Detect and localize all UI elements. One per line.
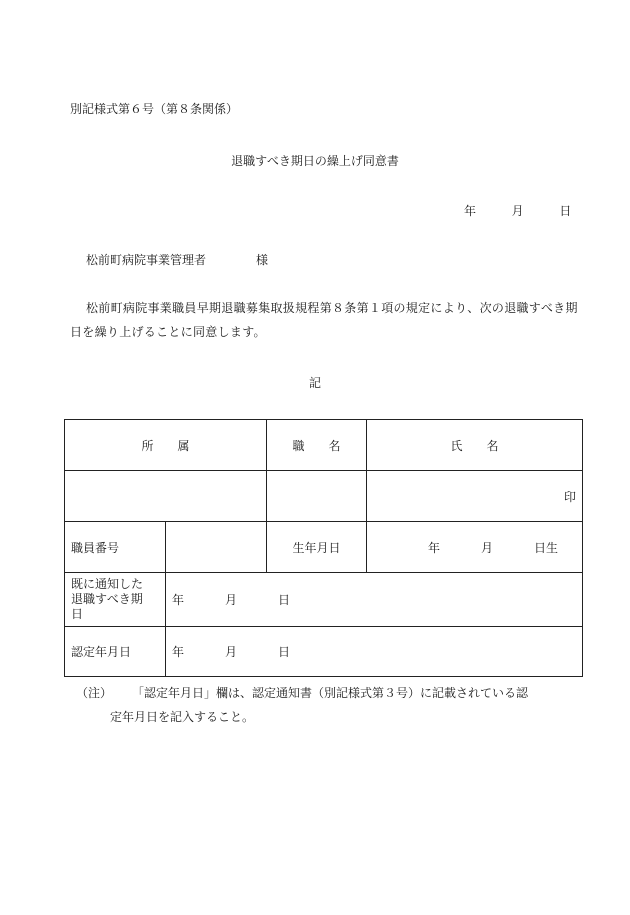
notified-year-label: 年 [172, 593, 185, 607]
name-header: 氏 名 [367, 420, 583, 471]
notified-month-label: 月 [225, 593, 238, 607]
table-entry-row [65, 471, 583, 522]
body-text: 松前町病院事業職員早期退職募集取扱規程第８条第１項の規定により、次の退職すべき期日を繰り上げることに同意します。 [70, 301, 578, 339]
note [76, 681, 581, 729]
notified-day-label: 日 [278, 593, 291, 607]
date-day-label: 日 [559, 204, 572, 218]
date-month-label: 月 [511, 204, 524, 218]
birth-date-label: 生年月日 [267, 522, 367, 573]
form-number: 別記様式第６号（第８条関係） [70, 102, 239, 116]
approval-date-label: 認定年月日 [65, 627, 166, 677]
notified-date-label-line3: 日 [71, 607, 84, 621]
position-header: 職 名 [267, 420, 367, 471]
approval-date-field[interactable] [166, 627, 583, 677]
birth-month-label: 月 [481, 540, 494, 555]
employee-number-field[interactable] [166, 522, 267, 573]
notified-date-field[interactable] [166, 573, 583, 627]
affiliation-field[interactable] [65, 471, 267, 522]
birth-day-label: 日生 [534, 540, 559, 555]
table-row-approval-date [65, 627, 583, 677]
date-year-label: 年 [464, 204, 477, 218]
addressee-honorific: 様 [256, 253, 269, 267]
seal-mark: 印 [564, 489, 577, 504]
affiliation-header: 所 属 [65, 420, 267, 471]
table-header-row [65, 420, 583, 471]
notified-date-label-line1: 既に通知した [71, 577, 144, 591]
ki-heading: 記 [308, 376, 321, 390]
position-field[interactable] [267, 471, 367, 522]
consent-form-table [64, 419, 583, 677]
note-marker: （注） [76, 686, 113, 700]
notified-date-label [65, 573, 166, 627]
approval-month-label: 月 [225, 645, 238, 659]
approval-year-label: 年 [172, 645, 185, 659]
approval-day-label: 日 [278, 645, 291, 659]
table-row-notified-date [65, 573, 583, 627]
employee-number-label: 職員番号 [65, 522, 166, 573]
notified-date-label-line2: 退職すべき期 [71, 592, 143, 606]
addressee [86, 251, 268, 268]
date-line [464, 202, 571, 219]
note-line2: 定年月日を記入すること。 [110, 710, 255, 724]
note-line1: 「認定年月日」欄は、認定通知書（別記様式第３号）に記載されている認 [132, 686, 529, 700]
document-title: 退職すべき期日の繰上げ同意書 [231, 154, 399, 168]
name-field[interactable] [367, 471, 583, 522]
birth-year-label: 年 [428, 540, 441, 555]
addressee-name: 松前町病院事業管理者 [86, 253, 207, 267]
birth-date-field[interactable] [367, 522, 583, 573]
table-row-employee [65, 522, 583, 573]
